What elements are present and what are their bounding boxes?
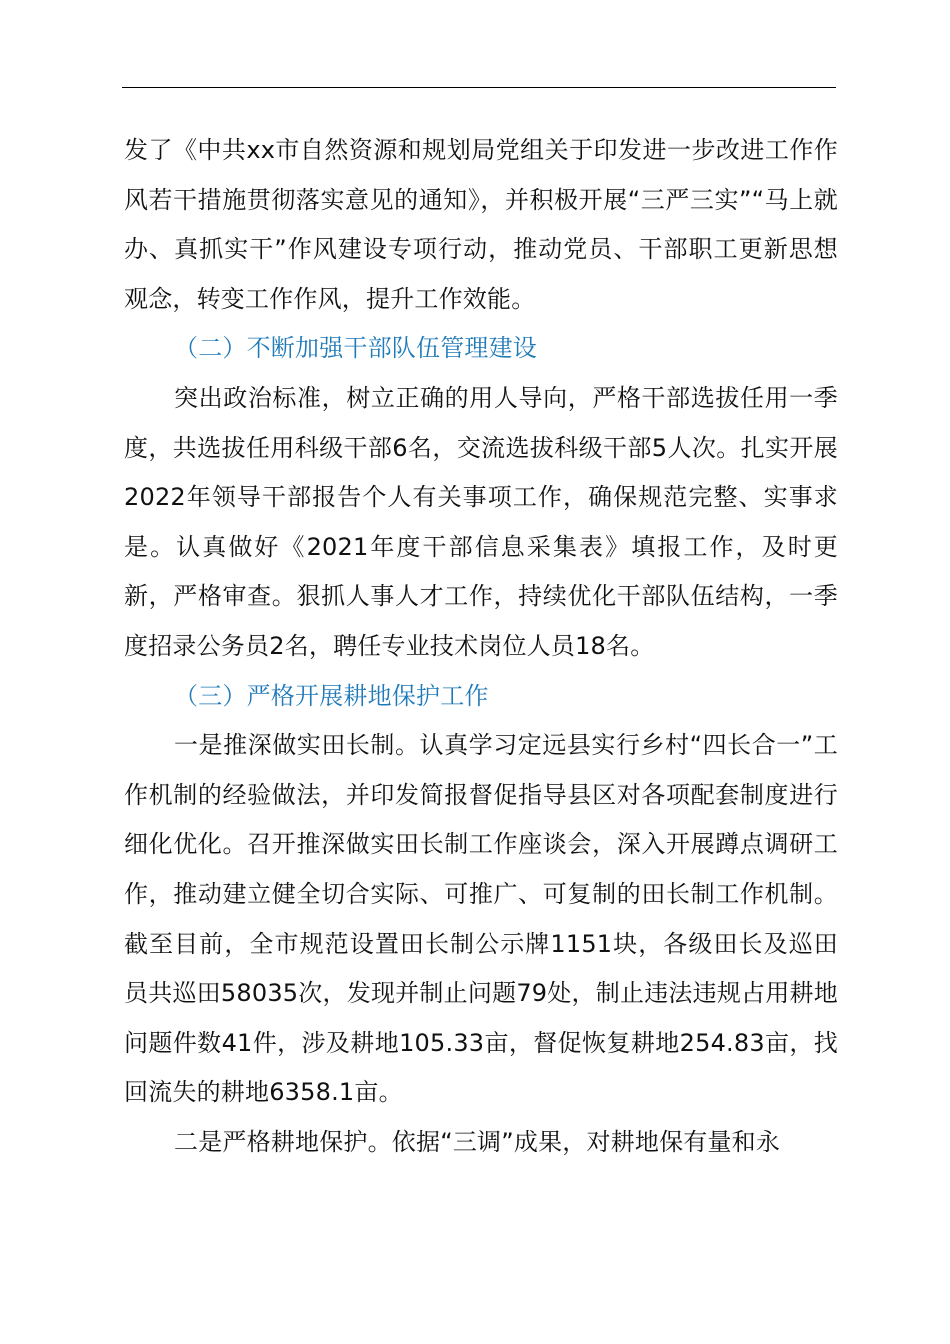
section-heading-cadre-management: （二）不断加强干部队伍管理建设 [174,334,537,363]
paragraph-strict-farmland-protection: 二是严格耕地保护。依据“三调”成果，对耕地保有量和永 [174,1127,781,1156]
paragraph-cadre-selection: 突出政治标准，树立正确的用人导向，严格干部选拔任用一季度，共选拔任用科级干部6名，交流选拔科级干部5人次。扎实开展2022年领导干部报告个人有关事项工作，确保规范完整、实事求是。认真做好《2021年度干部信息采集表》填报工作，及时更新，严格审查。狠抓人事人才工作，持续优化干部队伍结构，一季度招录公务员2名，聘任专业技术岗位人员18名。 [124,383,838,660]
paragraph-work-style: 发了《中共xx市自然资源和规划局党组关于印发进一步改进工作作风若干措施贯彻落实意见的通知》，并积极开展“三严三实”“马上就办、真抓实干”作风建设专项行动，推动党员、干部职工更新思想观念，转变工作作风，提升工作效能。 [124,136,838,313]
paragraph-field-chief-system: 一是推深做实田长制。认真学习定远县实行乡村“四长合一”工作机制的经验做法，并印发简报督促指导县区对各项配套制度进行细化优化。召开推深做实田长制工作座谈会，深入开展蹲点调研工作，推动建立健全切合实际、可推广、可复制的田长制工作机制。截至目前，全市规范设置田长制公示牌1151块，各级田长及巡田员共巡田58035次，发现并制止问题79处，制止违法违规占用耕地问题件数41件，涉及耕地105.33亩，督促恢复耕地254.83亩，找回流失的耕地6358.1亩。 [124,731,838,1107]
document-body [124,126,838,1167]
section-heading-farmland-protection: （三）严格开展耕地保护工作 [174,681,489,710]
header-rule [122,87,836,88]
